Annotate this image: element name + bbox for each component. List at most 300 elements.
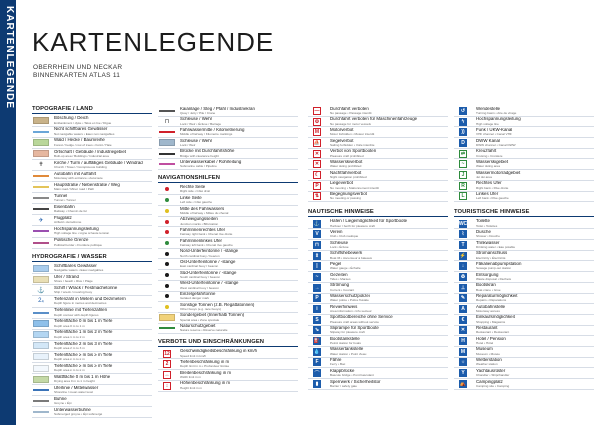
no-service-sign: S	[308, 315, 326, 324]
legend-translation: DWW channel • Canal DWW	[476, 142, 516, 147]
legend-translation: Depth area 2 m to 3 m	[54, 345, 85, 350]
legend-row	[454, 251, 594, 262]
legend-translation: Ferry • Bac	[330, 362, 346, 367]
legend-row	[308, 379, 448, 390]
legend-row	[158, 259, 298, 270]
legend-translation: Submarine cable / Pipeline	[180, 164, 217, 169]
north-cardinal-symbol	[158, 249, 176, 258]
legend-row	[32, 204, 152, 215]
legend-label: Schiffbares Gewässer	[54, 263, 97, 268]
legend-label: Kaianlage / Steg / Pfahl / Industriekran	[180, 106, 255, 111]
no-waterski-sign: ✕	[314, 161, 320, 168]
legend-row	[308, 347, 448, 358]
legend-label: Wassertankstelle	[330, 347, 364, 352]
legend-translation: Political border • Frontière politique	[54, 242, 103, 247]
other-buoy-symbol	[158, 303, 176, 312]
legend-translation: Lock / Weir • Écluse / Barrage	[180, 121, 222, 126]
junction-mark-symbol	[158, 217, 176, 226]
road-symbol	[32, 183, 50, 192]
legend-label: Durchfahrt verboten für Maschinenfahrzeuge	[330, 117, 418, 122]
legend-row	[32, 226, 152, 237]
legend-translation: Railway • Chemin de fer	[54, 209, 88, 214]
legend-label: Tiefenbeschränkung in m	[180, 359, 230, 364]
navigable-water-symbol	[32, 264, 50, 273]
legend-label: Hafen / Liegemöglichkeit für Sportboote	[330, 219, 408, 224]
legend-row	[158, 138, 298, 149]
legend-translation: Toilet • Toilettes	[476, 223, 498, 228]
legend-label: Breitenbeschränkung in m	[180, 370, 232, 375]
height-limit-sign: ↕	[158, 381, 176, 390]
drying-area-symbol	[32, 375, 50, 384]
no-motor-sign: M	[314, 129, 320, 136]
legend-row	[32, 263, 152, 274]
legend-row	[32, 396, 152, 407]
legend-translation: Ship / wreck / mooring buoy	[54, 290, 93, 295]
legend-label: Eisenbahn	[54, 205, 75, 209]
legend-row	[454, 219, 594, 230]
legend-translation: Shore / beach • Rive / Plage	[54, 279, 93, 284]
boat-fuel-sign: ⛽	[313, 338, 321, 345]
legend-row	[158, 270, 298, 281]
legend-translation: Cruising • Croisière	[476, 153, 503, 158]
church-symbol: ✝	[38, 162, 44, 169]
legend-translation: Special area • Zone spéciale	[180, 317, 220, 322]
no-motor-vessels-sign: ⚙	[314, 118, 320, 125]
current-sign: →	[314, 284, 320, 291]
legend-translation: Shoreline / mean water level	[54, 390, 94, 395]
legend-row	[32, 330, 152, 341]
legend-label: Brücke mit Durchfahrtshöhe	[180, 149, 235, 154]
legend-row	[32, 407, 152, 418]
barrier-sign: ▮	[308, 379, 326, 388]
legend-row	[454, 358, 594, 369]
legend-label: Begegnungsverbot	[330, 192, 367, 197]
legend-label: Klappbrücke	[330, 368, 355, 373]
depth-area-2-symbol	[32, 330, 50, 339]
legend-translation: Tunnel • Tunnel	[54, 198, 76, 203]
water-police-sign: P	[308, 294, 326, 303]
power-line-symbol	[32, 227, 50, 236]
legend-translation: Area information • Info secteur	[330, 309, 372, 314]
legend-translation: Slipway for pleasure craft	[330, 330, 365, 335]
legend-label: Tiefenlinie mit Tiefenzahlen	[54, 308, 108, 313]
legend-row	[32, 308, 152, 319]
legend-row	[454, 347, 594, 358]
legend-row	[32, 149, 152, 160]
legend-translation: Motorway with entrance • Autoroute	[54, 176, 103, 181]
legend-row	[308, 170, 448, 181]
right-side-mark-symbol	[158, 185, 176, 194]
legend-translation: Airfield • Aérodrome	[54, 220, 82, 225]
museum-sign: M	[460, 348, 466, 355]
sidebar-label: KARTENLEGENDE	[4, 6, 15, 110]
legend-label: Tiefenfläche 2 m bis 3 m Tiefe	[54, 341, 113, 346]
legend-label: Restaurant	[476, 326, 498, 331]
legend-label: Tiefenfläche 0 m bis 1 m Tiefe	[54, 319, 113, 324]
depth-limit-sign: 2	[158, 360, 176, 369]
buildings-symbol	[32, 149, 50, 158]
legend-row	[454, 106, 594, 117]
gauge-sign: |	[308, 262, 326, 271]
legend-translation: Nature reserve • Réserve naturelle	[180, 328, 228, 333]
legend-row	[158, 159, 298, 170]
legend-row	[308, 159, 448, 170]
legend-translation: Harbour / berth for pleasure craft	[330, 223, 375, 228]
legend-translation: Current • Courant	[330, 287, 355, 292]
section-title: NAVIGATIONSHILFEN	[158, 175, 298, 183]
shoreline-symbol	[32, 386, 50, 395]
legend-translation: Drinking water • Eau potable	[476, 244, 516, 249]
weather-sign: ☼	[460, 359, 466, 366]
legend-row	[308, 336, 448, 347]
legend-label: Fähre	[330, 358, 342, 363]
legend-label: Schleuse / Wehr	[180, 117, 213, 122]
legend-label: Pegel	[330, 261, 342, 266]
motorway-symbol	[32, 172, 50, 181]
legend-label: Dusche	[476, 229, 491, 234]
legend-label: Uferlinie / Mittelwasser	[54, 385, 99, 390]
legend-row	[32, 341, 152, 352]
legend-translation: Left bank • Rive gauche	[476, 196, 509, 201]
legend-row	[158, 149, 298, 160]
legend-row	[158, 359, 298, 370]
slipway-sign: ⇘	[314, 327, 320, 334]
railway-symbol	[32, 205, 50, 214]
legend-row	[308, 358, 448, 369]
legend-row	[158, 292, 298, 303]
right-bank-sign: R	[454, 181, 472, 190]
club-sign: V	[308, 230, 326, 239]
width-limit-sign: ↔	[164, 371, 170, 378]
legend-translation: High voltage line • Ligne à haute tension	[54, 231, 110, 236]
legend-row	[454, 336, 594, 347]
legend-label: Tiefenzahl in Metern und Dezimetern	[54, 297, 126, 302]
legend-row	[308, 272, 448, 283]
lock-symbol: ⊓	[164, 119, 170, 126]
legend-translation: Depth area ≥ m to ≥ m	[54, 368, 85, 373]
fairway-km-symbol	[158, 128, 176, 137]
legend-label: Strömung	[330, 283, 350, 288]
legend-label: Sportbootbereiche ohne Service	[330, 315, 393, 320]
hv-line-sign: ϟ	[454, 117, 472, 126]
legend-translation: Left side • Côté gauche	[180, 200, 213, 205]
legend-label: Tunnel	[54, 193, 68, 198]
no-passage-sign: —	[314, 107, 320, 114]
legend-row	[158, 249, 298, 260]
page-subtitle-region: OBERRHEIN UND NECKAR	[33, 64, 123, 71]
legend-translation: Pleasure craft prohibited	[330, 153, 364, 158]
east-cardinal-symbol	[158, 260, 176, 269]
vhf-sign: ))	[454, 128, 472, 137]
legend-translation: Turning basin • Aire de virage	[476, 110, 517, 115]
legend-label: Toilette	[476, 219, 490, 224]
cable-symbol	[158, 160, 176, 169]
legend-row	[158, 217, 298, 228]
west-cardinal-symbol	[158, 281, 176, 290]
waterski-sign: ~	[454, 160, 472, 169]
legend-translation: Drying area 0 m to 1 m height	[54, 379, 95, 384]
shopping-sign: €	[454, 315, 472, 324]
legend-label: Linke Seite	[180, 195, 202, 200]
legend-label: Rechte Seite	[180, 185, 206, 190]
legend-label: Autobahnstelle	[476, 304, 506, 309]
legend-translation: Sewage pump-out station	[476, 266, 512, 271]
legend-translation: Junction marks • Bifurcation	[180, 221, 219, 226]
legend-translation: Sailing forbidden • Voile interdite	[330, 142, 375, 147]
submerged-groyne-symbol	[32, 408, 50, 417]
legend-translation: North cardinal buoy / beacon	[180, 253, 220, 258]
legend-translation: Depth area 1 m to 2 m	[54, 334, 85, 339]
depth-area-1-symbol	[32, 319, 50, 328]
page-subtitle-atlas: BINNENKARTEN ATLAS 11	[33, 72, 121, 79]
depth-contour-symbol	[32, 308, 50, 317]
legend-row	[454, 138, 594, 149]
legend-label: Schiff / Wrack / Festmachetonne	[54, 286, 118, 291]
legend-label: Segelverbot	[330, 138, 354, 143]
legend-row	[32, 182, 152, 193]
legend-row	[32, 138, 152, 149]
legend-label: Hauptstraße / Nebenstraße / Weg	[54, 182, 120, 187]
legend-row	[32, 319, 152, 330]
legend-translation: Electricity • Électricité	[476, 255, 506, 260]
border-symbol	[32, 238, 50, 247]
legend-label: Tiefenfläche ≥ m bis ≥ m Tiefe	[54, 352, 113, 357]
legend-label: Unterwasserbuhne	[54, 408, 91, 413]
legend-label: West-Unterfeintonne / -stange	[180, 281, 239, 286]
legend-row	[454, 315, 594, 326]
legend-row	[32, 238, 152, 249]
legend-label: Abzweigungsseiten	[180, 217, 218, 222]
legend-label: Motorverbot	[330, 127, 354, 132]
legend-label: Hotel / Pension	[476, 336, 506, 341]
shore-symbol	[32, 275, 50, 284]
legend-translation: Depth limit in m • Profondeur limitée	[180, 364, 230, 369]
legend-translation: No passage • Passage interdit	[330, 110, 372, 115]
legend-row	[454, 181, 594, 192]
legend-row	[32, 352, 152, 363]
legend-translation: Shower • Douche	[476, 234, 500, 239]
sidebar-band	[0, 0, 16, 425]
legend-translation: Museum • Musée	[476, 351, 500, 356]
legend-translation: Water gauge • Échelle	[330, 266, 361, 271]
legend-translation: Bridge with clearance height	[180, 153, 219, 158]
water-station-sign: 💧	[313, 348, 321, 355]
legend-label: Fäkalienabpumpstation	[476, 261, 522, 266]
legend-row	[454, 368, 594, 379]
legend-row	[158, 195, 298, 206]
legend-label: Buhne	[54, 397, 67, 401]
legend-row	[454, 379, 594, 390]
airfield-symbol: ✈	[38, 217, 44, 224]
legend-label: Tiefenfläche 1 m bis 2 m Tiefe	[54, 330, 113, 335]
legend-label: Revierhinweis	[330, 304, 358, 309]
legend-translation: Main road / Minor road / Path	[54, 187, 95, 192]
legend-translation: Right side • Côté droit	[180, 189, 210, 194]
legend-label: Wasserskigebiet	[476, 159, 509, 164]
legend-label: Hochspannungsleitung	[476, 117, 521, 122]
legend-row	[308, 251, 448, 262]
legend-row	[158, 381, 298, 392]
legend-label: Kreuzfahrt	[476, 149, 497, 154]
legend-label: Nachtfahrverbot	[330, 170, 362, 175]
legend-row	[454, 159, 594, 170]
legend-translation: Speed limit in km/h	[180, 353, 207, 358]
wreck-symbol: ⚓	[37, 287, 45, 294]
legend-translation: Barrier / safety gate	[330, 383, 357, 388]
depth-area-4-symbol	[32, 352, 50, 361]
legend-translation: Boat lift • Ascenseur à bateaux	[330, 255, 373, 260]
legend-row	[32, 127, 152, 138]
legend-translation: Hotel • Hôtel	[476, 341, 494, 346]
ferry-sign: F	[308, 358, 326, 367]
depth-figure-symbol: 2₄	[38, 298, 44, 305]
legend-translation: Weather station	[476, 362, 498, 367]
fairway-left-bank-symbol	[158, 238, 176, 247]
legend-translation: No passage for motor vessels	[330, 121, 371, 126]
legend-translation: Fairway left bank • Chenal rive gauche	[180, 242, 233, 247]
legend-translation: Isolated danger mark	[180, 296, 210, 301]
hotel-sign: H	[454, 337, 472, 346]
section-title: VERBOTE UND EINSCHRÄNKUNGEN	[158, 339, 298, 347]
legend-label: Einkaufsmöglichkeit	[476, 315, 515, 320]
legend-label: Linkes Ufer	[476, 192, 499, 197]
legend-row	[308, 149, 448, 160]
legend-label: Politische Grenze	[54, 238, 89, 243]
legend-label: Durchfahrt verboten	[330, 106, 369, 111]
legend-column-3	[308, 106, 448, 390]
legend-label: Wald / Hecke / Baumreihe	[54, 138, 105, 143]
page-title: KARTENLEGENDE	[32, 27, 275, 57]
legend-row	[32, 116, 152, 127]
legend-translation: Water station • Point d'eau	[330, 351, 367, 356]
quay-symbol	[158, 106, 176, 115]
legend-label: Wendestelle	[476, 106, 501, 111]
legend-label: Schleuse	[330, 240, 349, 245]
depth-area-3-symbol	[32, 341, 50, 350]
legend-row	[32, 385, 152, 396]
legend-row	[454, 149, 594, 160]
legend-row	[308, 229, 448, 240]
water-line-symbol	[32, 127, 50, 136]
legend-translation: Other buoys (e.g. race buoys)	[180, 307, 221, 312]
legend-row	[32, 285, 152, 296]
legend-label: Kirche / Turm / auffälliges Gebäude / Windrad	[54, 160, 143, 165]
legend-label: Wasserschutzpolizei	[330, 294, 370, 299]
no-sailing-sign: ⛵	[313, 139, 321, 146]
legend-translation: Petrol station for boats	[330, 341, 361, 346]
legend-row	[158, 117, 298, 128]
legend-translation: Submerged groyne • Épi submergé	[54, 412, 103, 417]
chandler-sign: Y	[454, 369, 472, 378]
legend-row	[454, 229, 594, 240]
special-area-symbol	[158, 313, 176, 322]
legend-label: Schleuse / Wehr	[180, 138, 213, 143]
toilet-sign: WC	[458, 220, 468, 227]
legend-label: Museum	[476, 347, 493, 352]
legend-label: Gezeiten	[330, 272, 348, 277]
drinking-water-sign: T	[454, 240, 472, 249]
legend-translation: Church / Tower / Conspicuous building	[54, 164, 107, 169]
legend-row	[308, 261, 448, 272]
legend-translation: Camping site • Camping	[476, 383, 510, 388]
legend-row	[308, 192, 448, 203]
legend-label: Yachtausrüster	[476, 368, 506, 373]
legend-translation: Motorway access	[476, 309, 500, 314]
legend-row	[308, 106, 448, 117]
legend-translation: Waste disposal • Déchets	[476, 276, 512, 281]
legend-row	[308, 117, 448, 128]
bridge-symbol	[158, 149, 176, 158]
legend-label: Tiefenfläche ≥ m bis ≥ m Tiefe	[54, 363, 113, 368]
section-title: TOPOGRAFIE / LAND	[32, 106, 152, 114]
legend-label: Einzelgefahrtonne	[180, 292, 216, 297]
camping-sign: ⛺	[459, 380, 467, 387]
legend-translation: Groyne • Épi	[54, 401, 72, 406]
legend-translation: Pleasure craft areas without service	[330, 319, 380, 324]
legend-row	[32, 215, 152, 226]
legend-row	[308, 326, 448, 337]
legend-label: Nord-Unterfeintonne / -stange	[180, 249, 239, 254]
legend-translation: Height limit in m	[180, 385, 203, 390]
legend-row	[158, 349, 298, 360]
turning-basin-sign: ↺	[460, 107, 466, 114]
legend-translation: Fairway right bank • Chenal rive droite	[180, 232, 233, 237]
forest-symbol	[32, 138, 50, 147]
left-bank-sign: L	[454, 192, 472, 201]
legend-label: Autobahn mit Auffahrt	[54, 171, 97, 176]
legend-label: Nicht schiffbares Gewässer	[54, 127, 108, 132]
legend-label: Bootskran	[476, 283, 496, 288]
legend-label: Hochspannungsleitung	[54, 227, 99, 232]
legend-label: Geschwindigkeitsbeschränkung in km/h	[180, 349, 258, 354]
legend-row	[454, 326, 594, 337]
legend-label: Flugplatz	[54, 216, 72, 221]
legend-row	[158, 370, 298, 381]
legend-label: Funk / UKW-Kanal	[476, 127, 513, 132]
legend-label: Naturschutzgebiet	[180, 324, 216, 329]
legend-label: Verein	[330, 229, 343, 234]
jetski-sign: J	[454, 170, 472, 179]
legend-row	[158, 185, 298, 196]
legend-translation: High voltage line	[476, 121, 499, 126]
legend-translation: Lock • Écluse	[330, 244, 349, 249]
electricity-sign: ⚡	[459, 252, 467, 259]
tides-sign: ~	[308, 272, 326, 281]
legend-translation: Chandler • Shipchandler	[476, 373, 510, 378]
lock-sign: ⊓	[308, 240, 326, 249]
legend-column-4	[454, 106, 594, 390]
legend-label: Stromanschluss	[476, 251, 508, 256]
lock-weir-symbol	[158, 138, 176, 147]
legend-translation: Jet ski area	[476, 174, 492, 179]
legend-label: Reparaturmöglichkeit	[476, 294, 518, 299]
legend-row	[308, 240, 448, 251]
legend-label: Ost-Unterfeintonne / -stange	[180, 259, 236, 264]
legend-row	[32, 193, 152, 204]
section-title: TOURISTISCHE HINWEISE	[454, 209, 594, 217]
legend-translation: Restaurant • Restaurant	[476, 330, 510, 335]
legend-translation: South cardinal buoy / beacon	[180, 274, 221, 279]
legend-row	[158, 238, 298, 249]
legend-label: Wattfläche 0 m bis 1 m Höhe	[54, 374, 111, 379]
repair-sign: ✎	[460, 295, 466, 302]
legend-label: DWW Kanal	[476, 138, 500, 143]
legend-row	[308, 368, 448, 379]
mid-fairway-mark-symbol	[158, 206, 176, 215]
boat-crane-sign: ⊥	[460, 284, 466, 291]
section-title: NAUTISCHE HINWEISE	[308, 209, 448, 217]
legend-label: Sondergebiet (Innerhalb Tonnen)	[180, 313, 245, 318]
